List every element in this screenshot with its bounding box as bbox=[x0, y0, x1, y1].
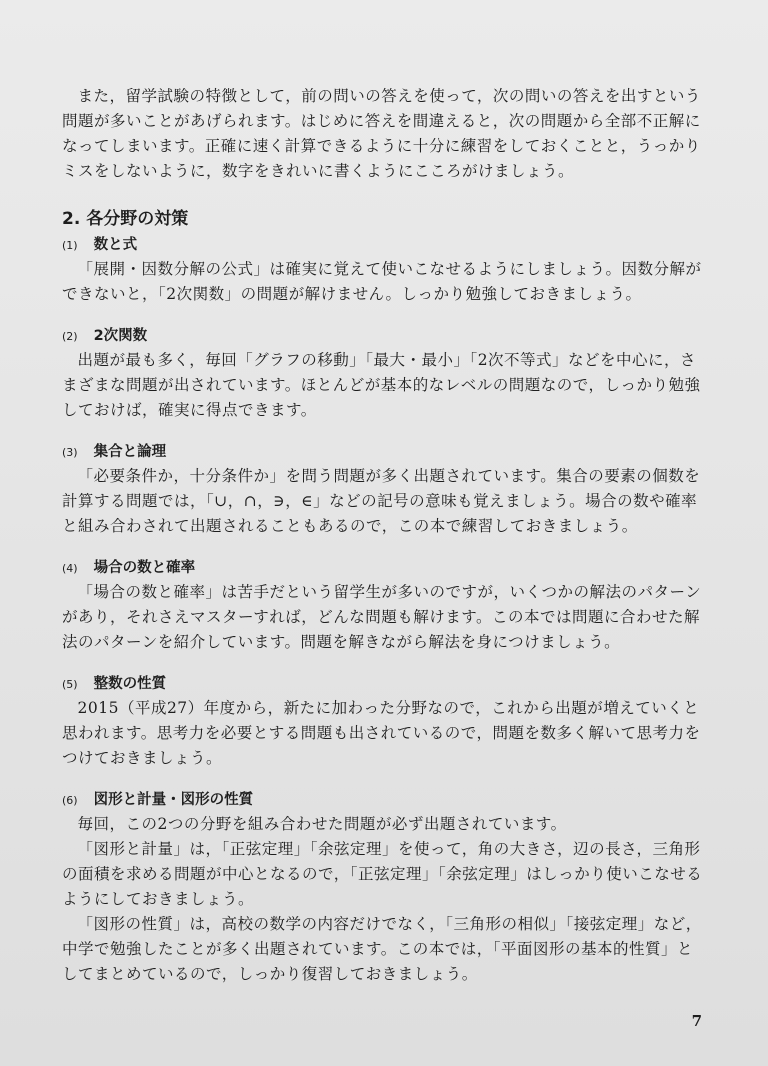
subsection-paragraph: 「図形の性質」は，高校の数学の内容だけでなく，「三角形の相似」「接弦定理」など，中学で勉強したことが多く出題されています。この本では，「平面図形の基本的性質」としてまとめているので，しっかり復習しておきましょう。 bbox=[62, 915, 702, 983]
subsection-title: 整数の性質 bbox=[93, 676, 167, 692]
subsection-2 bbox=[62, 325, 708, 423]
subsection-1 bbox=[62, 234, 708, 307]
subsection-heading bbox=[62, 325, 708, 348]
subsection-title: 数と式 bbox=[93, 237, 138, 253]
subsection-paragraph: 「場合の数と確率」は苦手だという留学生が多いのですが，いくつかの解法のパターンがあり，それさえマスターすれば，どんな問題も解けます。この本では問題に合わせた解法のパターンを紹介しています。問題を解きながら解法を身につけましょう。 bbox=[62, 583, 702, 651]
section-heading: 2. 各分野の対策 bbox=[62, 209, 189, 229]
subsection-heading bbox=[62, 673, 708, 696]
subsection-heading bbox=[62, 789, 708, 812]
subsection-6 bbox=[62, 789, 708, 987]
subsection-4 bbox=[62, 557, 708, 655]
subsection-number: (1) bbox=[62, 239, 78, 252]
subsection-number: (5) bbox=[62, 678, 78, 691]
subsection-number: (6) bbox=[62, 794, 78, 807]
subsection-paragraph: 「必要条件か，十分条件か」を問う問題が多く出題されています。集合の要素の個数を計算する問題では，「∪，∩，∋，∈」などの記号の意味も覚えましょう。場合の数や確率と組み合わされて出題されることもあるので，この本で練習しておきましょう。 bbox=[62, 467, 701, 535]
subsection-title: 図形と計量・図形の性質 bbox=[93, 792, 254, 808]
subsection-title: 集合と論理 bbox=[93, 444, 167, 460]
subsection-title: 場合の数と確率 bbox=[93, 560, 196, 576]
subsection-number: (3) bbox=[62, 446, 78, 459]
subsection-heading bbox=[62, 234, 708, 257]
subsection-3 bbox=[62, 441, 708, 539]
subsection-paragraph: 2015（平成27）年度から，新たに加わった分野なので，これから出題が増えていくと思われます。思考力を必要とする問題も出されているので，問題を数多く解いて思考力をつけておきましょう。 bbox=[62, 699, 701, 767]
subsection-paragraph: 出題が最も多く，毎回「グラフの移動」「最大・最小」「2次不等式」などを中心に，さまざまな問題が出されています。ほとんどが基本的なレベルの問題なので，しっかり勉強しておけば，確実に得点できます。 bbox=[62, 351, 701, 419]
subsection-heading bbox=[62, 441, 708, 464]
subsection-paragraph: 毎回，この2つの分野を組み合わせた問題が必ず出題されています。 bbox=[77, 815, 567, 833]
subsection-paragraph: 「図形と計量」は，「正弦定理」「余弦定理」を使って，角の大きさ，辺の長さ，三角形の面積を求める問題が中心となるので，「正弦定理」「余弦定理」はしっかり使いこなせるようにしておきましょう。 bbox=[62, 840, 703, 908]
subsection-number: (4) bbox=[62, 562, 78, 575]
subsection-5 bbox=[62, 673, 708, 771]
page-number: 7 bbox=[691, 1012, 702, 1030]
intro-paragraph: また，留学試験の特徴として，前の問いの答えを使って，次の問いの答えを出すという問題が多いことがあげられます。はじめに答えを間違えると，次の問題から全部不正解になってしまいます。正確に速く計算できるように十分に練習をしておくことと，うっかりミスをしないように，数字をきれいに書くようにこころがけましょう。 bbox=[62, 87, 701, 180]
subsection-paragraph: 「展開・因数分解の公式」は確実に覚えて使いこなせるようにしましょう。因数分解ができないと，「2次関数」の問題が解けません。しっかり勉強しておきましょう。 bbox=[62, 260, 702, 303]
subsection-heading bbox=[62, 557, 708, 580]
subsection-number: (2) bbox=[62, 330, 78, 343]
subsection-title: 2次関数 bbox=[93, 328, 148, 344]
